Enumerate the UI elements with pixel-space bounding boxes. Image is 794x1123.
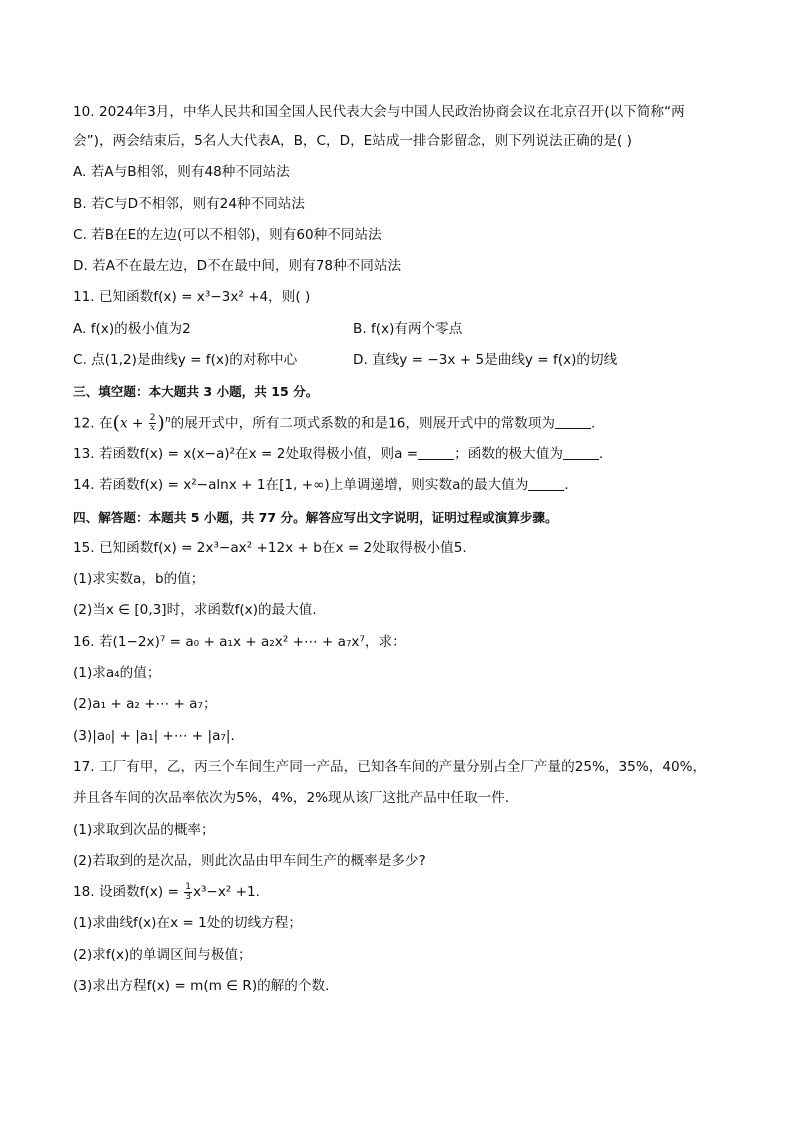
q11-option-c: C. 点(1,2)是曲线y = f(x)的对称中心 — [73, 352, 298, 369]
q13-stem — [73, 439, 733, 470]
q16-stem: 16. 若(1−2x)⁷ = a₀ + a₁x + a₂x² +⋯ + a₇x⁷，求： — [73, 633, 406, 650]
q18-text: x³−x² +1. — [192, 884, 260, 901]
section-solve-heading: 四、解答题：本题共 5 小题，共 77 分。解答应写出文字说明，证明过程或演算步骤。 — [73, 509, 558, 525]
q14-end: . — [564, 477, 569, 494]
q16-part1: (1)求a₄的值； — [73, 665, 161, 682]
q16-part3: (3)|a₀| + |a₁| +⋯ + |a₇|. — [73, 727, 235, 744]
q18-part1: (1)求曲线f(x)在x = 1处的切线方程； — [73, 915, 302, 932]
q10-stem-line2: 会”)，两会结束后，5名人大代表A，B，C，D，E站成一排合影留念，则下列说法正确的是( ) — [73, 133, 632, 149]
q13-prefix: 13. 若函数f(x) = x(x−a)²在x = 2处取得极小值，则a = — [73, 445, 419, 462]
q12-frac-num: 2 — [149, 412, 156, 423]
q15-part1: (1)求实数a，b的值； — [73, 571, 205, 588]
q11-options-row2 — [73, 345, 733, 376]
q12-right-paren: ) — [157, 411, 165, 434]
q18-part2: (2)求f(x)的单调区间与极值； — [73, 946, 252, 963]
q12-x: x — [119, 415, 128, 432]
q10-option-a: A. 若A与B相邻，则有48种不同站法 — [73, 164, 290, 181]
q12-stem — [73, 408, 733, 439]
q11-options-row1 — [73, 314, 733, 345]
question-list — [73, 98, 733, 1002]
q18-frac-num: 1 — [185, 881, 191, 892]
q18-prefix: 18. 设函数f(x) = — [73, 884, 179, 901]
q13-middle: ；函数的极大值为 — [454, 445, 563, 462]
q12-end: . — [590, 415, 596, 432]
q18-stem — [73, 877, 733, 908]
q11-option-b: B. f(x)有两个零点 — [353, 320, 463, 337]
q11-stem: 11. 已知函数f(x) = x³−3x² +4，则( ) — [73, 289, 311, 306]
q17-part1: (1)求取到次品的概率； — [73, 821, 215, 838]
q13-end: . — [598, 445, 604, 462]
q17-stem-line1: 17. 工厂有甲，乙，丙三个车间生产同一产品，已知各车间的产量分别占全厂产量的25%，35%，40%， — [73, 758, 707, 775]
q11-option-a: A. f(x)的极小值为2 — [73, 320, 191, 337]
q15-stem: 15. 已知函数f(x) = 2x³−ax² +12x + b在x = 2处取得极小值5. — [73, 539, 467, 556]
q10-option-b: B. 若C与D不相邻，则有24种不同站法 — [73, 195, 305, 212]
q18-frac-den: 3 — [185, 891, 191, 902]
q13-answer-blank-2 — [563, 445, 599, 460]
q17-part2: (2)若取到的是次品，则此次品由甲车间生产的概率是多少? — [73, 852, 426, 869]
q12-prefix: 12. 在 — [73, 415, 113, 432]
q13-answer-blank-1 — [418, 445, 454, 460]
q11-option-d: D. 直线y = −3x + 5是曲线y = f(x)的切线 — [353, 352, 618, 369]
q15-part2: (2)当x ∈ [0,3]时，求函数f(x)的最大值. — [73, 602, 317, 619]
q10-option-d: D. 若A不在最左边，D不在最中间，则有78种不同站法 — [73, 258, 402, 275]
q18-part3: (3)求出方程f(x) = m(m ∈ R)的解的个数. — [73, 978, 330, 995]
q12-plus: + — [127, 415, 148, 432]
q12-answer-blank — [555, 414, 591, 429]
q10-stem-line1: 10. 2024年3月，中华人民共和国全国人民代表大会与中国人民政治协商会议在北京召开(以下简称“两 — [73, 104, 685, 120]
q10-option-c: C. 若B在E的左边(可以不相邻)，则有60种不同站法 — [73, 226, 382, 243]
q12-fraction — [149, 414, 157, 433]
q18-fraction — [184, 883, 192, 902]
q16-part2: (2)a₁ + a₂ +⋯ + a₇； — [73, 696, 217, 713]
q12-frac-den: x — [150, 422, 156, 433]
q12-left-paren: ( — [112, 411, 120, 434]
q12-power: n — [164, 414, 171, 425]
q17-stem-line2: 并且各车间的次品率依次为5%，4%，2%现从该厂这批产品中任取一件. — [73, 790, 510, 807]
q14-stem — [73, 470, 733, 501]
section-fill-in-heading: 三、填空题：本大题共 3 小题，共 15 分。 — [73, 384, 319, 400]
q14-prefix: 14. 若函数f(x) = x²−alnx + 1在[1, +∞)上单调递增，则实数a的最大值为 — [73, 477, 529, 494]
q12-text: 的展开式中，所有二项式系数的和是16，则展开式中的常数项为 — [170, 415, 555, 432]
q14-answer-blank — [528, 476, 564, 491]
